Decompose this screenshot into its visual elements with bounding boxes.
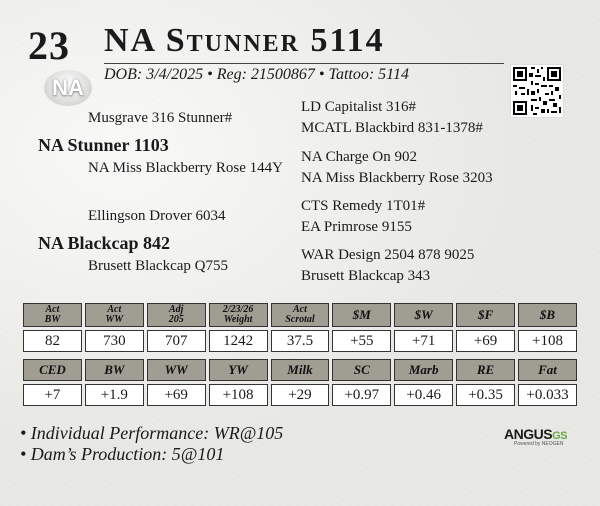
value-fat: +0.033: [518, 384, 577, 406]
angus-gs-subtitle: Powered by NEOGEN: [514, 441, 564, 447]
header-adj-205: Adj 205: [147, 303, 206, 327]
epd-header-row: [23, 359, 577, 381]
header-ced: CED: [23, 359, 82, 381]
sire-sire: Musgrave 316 Stunner#: [88, 110, 233, 126]
value-ww: +69: [147, 384, 206, 406]
header-yw: YW: [209, 359, 268, 381]
performance-value-row: [23, 330, 577, 352]
dam-sire-dam: EA Primrose 9155: [301, 219, 412, 235]
value-weight: 1242: [209, 330, 268, 352]
dam-sire: Ellingson Drover 6034: [88, 208, 226, 224]
value-act-bw: 82: [23, 330, 82, 352]
value-dollar-m: +55: [332, 330, 391, 352]
epd-table: [20, 356, 580, 409]
header-dollar-w: $W: [394, 303, 453, 327]
value-yw: +108: [209, 384, 268, 406]
header-dollar-m: $M: [332, 303, 391, 327]
sire-sire-dam: MCATL Blackbird 831-1378#: [301, 120, 483, 136]
header-dollar-f: $F: [456, 303, 515, 327]
header-weight: 2/23/26 Weight: [209, 303, 268, 327]
sire-sire-sire: LD Capitalist 316#: [301, 99, 416, 115]
value-milk: +29: [271, 384, 330, 406]
sire: NA Stunner 1103: [38, 135, 169, 155]
sire-dam-dam: NA Miss Blackberry Rose 3203: [301, 170, 493, 186]
value-marb: +0.46: [394, 384, 453, 406]
dam-production-note: • Dam’s Production: 5@101: [20, 444, 225, 464]
epd-value-row: [23, 384, 577, 406]
header-act-bw: Act BW: [23, 303, 82, 327]
performance-table: [20, 300, 580, 355]
sire-dam-sire: NA Charge On 902: [301, 149, 417, 165]
value-bw: +1.9: [85, 384, 144, 406]
header-act-ww: Act WW: [85, 303, 144, 327]
lot-number: 23: [28, 23, 70, 68]
title-divider: [104, 63, 504, 64]
value-adj-205: 707: [147, 330, 206, 352]
angus-gs-logo: ANGUSGS: [504, 426, 567, 442]
value-dollar-w: +71: [394, 330, 453, 352]
value-act-scrotal: 37.5: [271, 330, 330, 352]
header-re: RE: [456, 359, 515, 381]
value-ced: +7: [23, 384, 82, 406]
header-milk: Milk: [271, 359, 330, 381]
registration-info: DOB: 3/4/2025 • Reg: 21500867 • Tattoo: 5114: [104, 66, 409, 83]
header-bw: BW: [85, 359, 144, 381]
value-act-ww: 730: [85, 330, 144, 352]
animal-name: NA Stunner 5114: [104, 22, 385, 59]
individual-performance-note: • Individual Performance: WR@105: [20, 423, 284, 443]
header-marb: Marb: [394, 359, 453, 381]
header-act-scrotal: Act Scrotal: [271, 303, 330, 327]
qr-code-icon: [510, 64, 564, 118]
header-sc: SC: [332, 359, 391, 381]
header-ww: WW: [147, 359, 206, 381]
header-dollar-b: $B: [518, 303, 577, 327]
dam-dam: Brusett Blackcap Q755: [88, 258, 228, 274]
dam-dam-dam: Brusett Blackcap 343: [301, 268, 431, 284]
dam-sire-sire: CTS Remedy 1T01#: [301, 198, 426, 214]
dam: NA Blackcap 842: [38, 233, 171, 253]
header-fat: Fat: [518, 359, 577, 381]
value-dollar-f: +69: [456, 330, 515, 352]
sire-dam: NA Miss Blackberry Rose 144Y: [88, 160, 283, 176]
na-logo: NA: [44, 70, 92, 106]
performance-header-row: [23, 303, 577, 327]
value-dollar-b: +108: [518, 330, 577, 352]
dam-dam-sire: WAR Design 2504 878 9025: [301, 247, 475, 263]
value-re: +0.35: [456, 384, 515, 406]
value-sc: +0.97: [332, 384, 391, 406]
